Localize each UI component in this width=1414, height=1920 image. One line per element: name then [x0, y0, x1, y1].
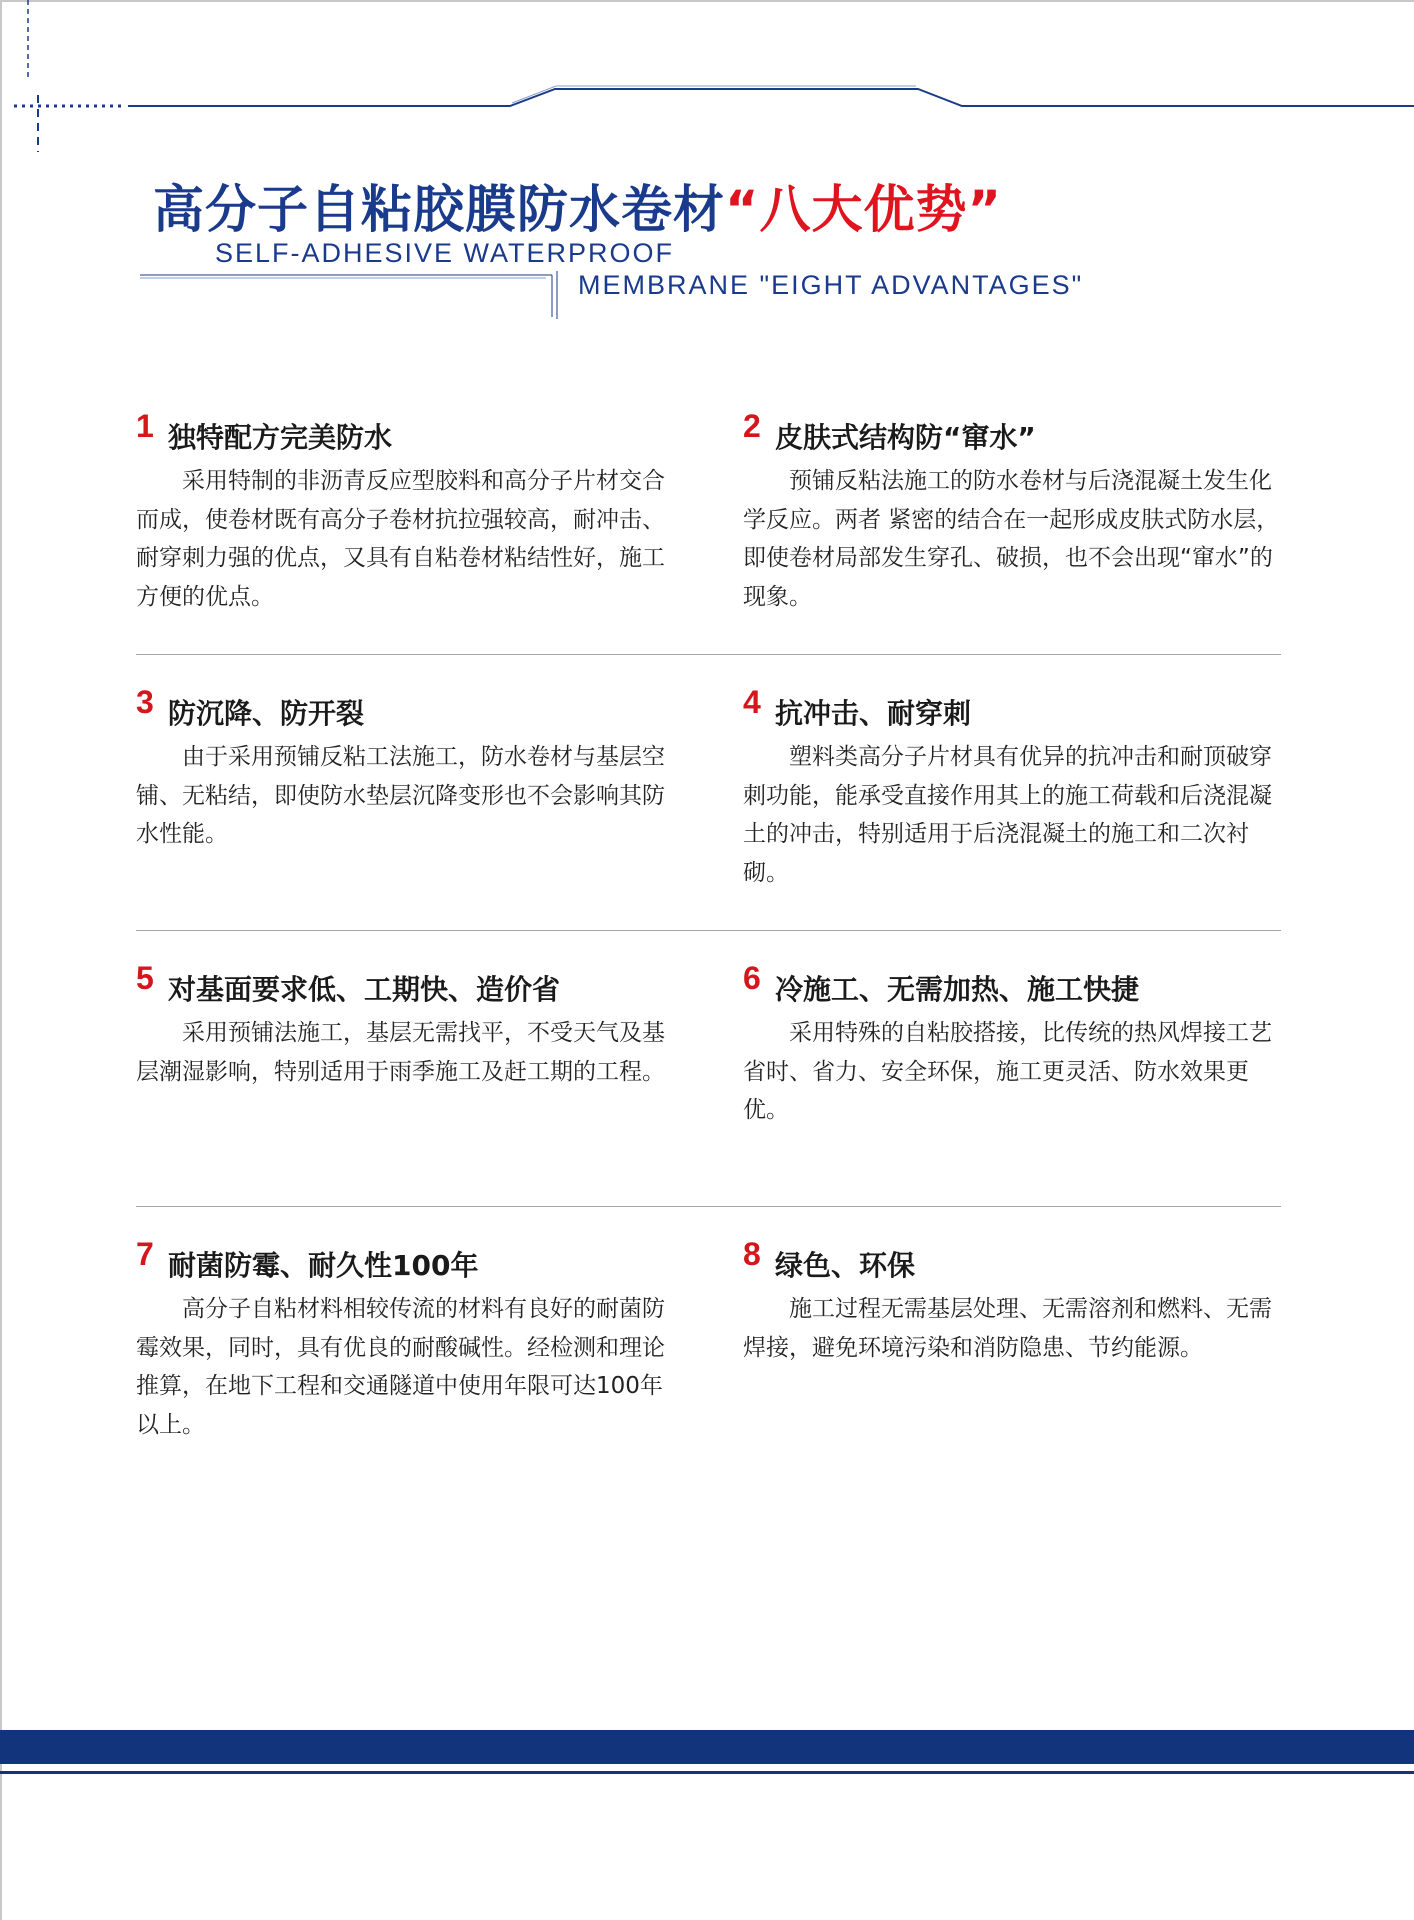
advantage-5 [136, 962, 676, 1091]
advantage-1 [136, 410, 676, 616]
advantage-3 [136, 686, 676, 854]
page-title [153, 168, 1002, 242]
advantage-number: 1 [136, 408, 154, 444]
advantage-7 [136, 1238, 676, 1444]
advantage-title: 绿色、环保 [775, 1249, 916, 1282]
advantage-4 [743, 686, 1283, 892]
advantage-body: 施工过程无需基层处理、无需溶剂和燃料、无需焊接，避免环境污染和消防隐患、节约能源。 [743, 1296, 1272, 1361]
subtitle-line-2: MEMBRANE "EIGHT ADVANTAGES" [578, 270, 1084, 300]
advantage-2 [743, 410, 1283, 616]
advantage-number: 4 [743, 684, 761, 720]
advantage-title: 耐菌防霉、耐久性100年 [168, 1249, 479, 1282]
advantage-title: 独特配方完美防水 [168, 421, 393, 454]
advantage-body: 采用预铺法施工，基层无需找平，不受天气及基层潮湿影响，特别适用于雨季施工及赶工期的工程。 [136, 1020, 665, 1085]
advantage-title: 冷施工、无需加热、施工快捷 [775, 973, 1140, 1006]
subtitle-line-1: SELF-ADHESIVE WATERPROOF [215, 238, 675, 268]
advantage-body: 采用特制的非沥青反应型胶料和高分子片材交合而成，使卷材既有高分子卷材抗拉强较高，耐冲击、耐穿刺力强的优点，又具有自粘卷材粘结性好，施工方便的优点。 [136, 468, 665, 610]
footer-band [0, 1730, 1414, 1764]
advantage-6 [743, 962, 1283, 1130]
advantage-body: 由于采用预铺反粘工法施工，防水卷材与基层空铺、无粘结，即使防水垫层沉降变形也不会影响其防水性能。 [136, 744, 665, 847]
title-main: 高分子自粘胶膜防水卷材 [153, 181, 726, 240]
header-decoration [0, 0, 1414, 160]
subtitle-bracket [0, 265, 600, 325]
advantage-8 [743, 1238, 1283, 1367]
advantage-title: 防沉降、防开裂 [168, 697, 365, 730]
section-divider [136, 654, 1281, 655]
advantage-title: 皮肤式结构防“窜水” [775, 421, 1036, 454]
section-divider [136, 930, 1281, 931]
footer-band-line [0, 1771, 1414, 1774]
advantage-body: 预铺反粘法施工的防水卷材与后浇混凝土发生化学反应。两者 紧密的结合在一起形成皮肤式防水层，即使卷材局部发生穿孔、破损，也不会出现“窜水”的现象。 [743, 468, 1280, 610]
advantage-number: 2 [743, 408, 761, 444]
advantage-number: 3 [136, 684, 154, 720]
advantage-number: 5 [136, 960, 154, 996]
advantage-title: 抗冲击、耐穿刺 [775, 697, 972, 730]
advantage-number: 6 [743, 960, 761, 996]
advantage-body: 塑料类高分子片材具有优异的抗冲击和耐顶破穿刺功能，能承受直接作用其上的施工荷载和后浇混凝土的冲击，特别适用于后浇混凝土的施工和二次衬砌。 [743, 744, 1272, 886]
title-highlight: “八大优势” [725, 181, 1003, 240]
advantage-number: 7 [136, 1236, 154, 1272]
advantage-number: 8 [743, 1236, 761, 1272]
section-divider [136, 1206, 1281, 1207]
advantage-title: 对基面要求低、工期快、造价省 [168, 973, 561, 1006]
advantage-body: 高分子自粘材料相较传流的材料有良好的耐菌防霉效果，同时，具有优良的耐酸碱性。经检测和理论推算，在地下工程和交通隧道中使用年限可达100年以上。 [136, 1296, 665, 1438]
deco-tab-line [128, 89, 1414, 106]
advantage-body: 采用特殊的自粘胶搭接，比传统的热风焊接工艺省时、省力、安全环保，施工更灵活、防水效果更优。 [743, 1020, 1272, 1123]
